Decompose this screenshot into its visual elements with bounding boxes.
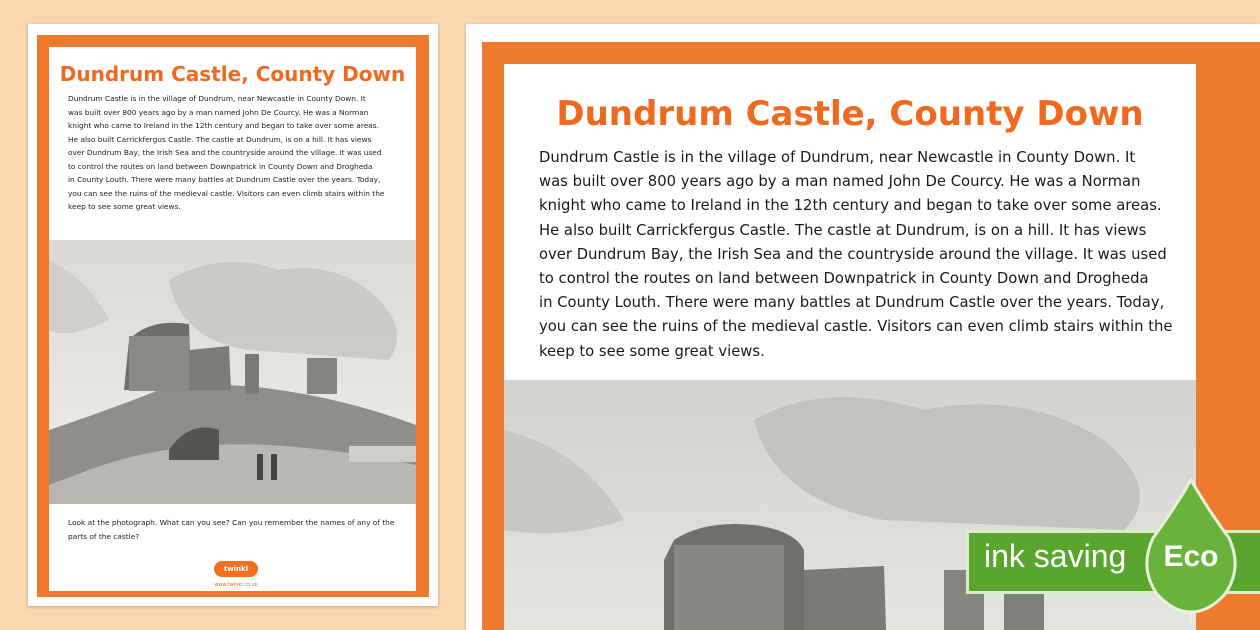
large-body-line: was built over 800 years ago by a man named John De Courcy. He was a Norman <box>539 173 1141 191</box>
small-question: Look at the photograph. What can you see? Can you remember the names of any of the parts of the castle? <box>68 518 395 541</box>
large-body-line: in County Louth. There were many battles at Dundrum Castle over the years. Today, <box>539 294 1165 312</box>
small-body-line: He also built Carrickfergus Castle. The castle at Dundrum, is on a hill. It has views <box>68 134 372 144</box>
ink-saving-label: ink saving <box>984 538 1127 574</box>
twinkl-logo: twinkl <box>214 561 258 577</box>
large-body-line: Dundrum Castle is in the village of Dundrum, near Newcastle in County Down. It <box>539 149 1136 166</box>
twinkl-url: www.twinkl.co.uk <box>214 582 258 588</box>
small-body-line: you can see the ruins of the medieval castle. Visitors can even climb stairs within the <box>68 188 385 198</box>
small-castle-engraving <box>49 240 416 504</box>
small-body-text <box>68 92 428 214</box>
large-body-line: you can see the ruins of the medieval castle. Visitors can even climb stairs within the <box>539 318 1173 336</box>
large-body-text <box>539 146 1179 364</box>
small-body-line: Dundrum Castle is in the village of Dundrum, near Newcastle in County Down. It <box>68 94 366 103</box>
small-body-line: keep to see some great views. <box>68 202 181 211</box>
large-body-line: knight who came to Ireland in the 12th century and began to take over some areas. <box>539 197 1162 215</box>
large-body-line: over Dundrum Bay, the Irish Sea and the countryside around the village. It was used <box>539 245 1167 263</box>
large-body-line: to control the routes on land between Downpatrick in County Down and Drogheda <box>539 270 1149 288</box>
small-body-line: was built over 800 years ago by a man named John De Courcy. He was a Norman <box>68 107 369 117</box>
eco-label: Eco <box>1163 540 1219 573</box>
small-title: Dundrum Castle, County Down <box>59 62 406 86</box>
large-title: Dundrum Castle, County Down <box>556 94 1144 134</box>
small-worksheet <box>28 24 438 606</box>
small-body-line: over Dundrum Bay, the Irish Sea and the countryside around the village. It was used <box>68 148 382 157</box>
large-body-line: keep to see some great views. <box>539 342 765 360</box>
small-body-line: to control the routes on land between Downpatrick in County Down and Drogheda <box>68 161 373 171</box>
large-body-line: He also built Carrickfergus Castle. The castle at Dundrum, is on a hill. It has views <box>539 221 1147 239</box>
small-body-line: in County Louth. There were many battles at Dundrum Castle over the years. Today, <box>68 175 381 184</box>
small-body-line: knight who came to Ireland in the 12th century and began to take over some areas. <box>68 121 379 130</box>
